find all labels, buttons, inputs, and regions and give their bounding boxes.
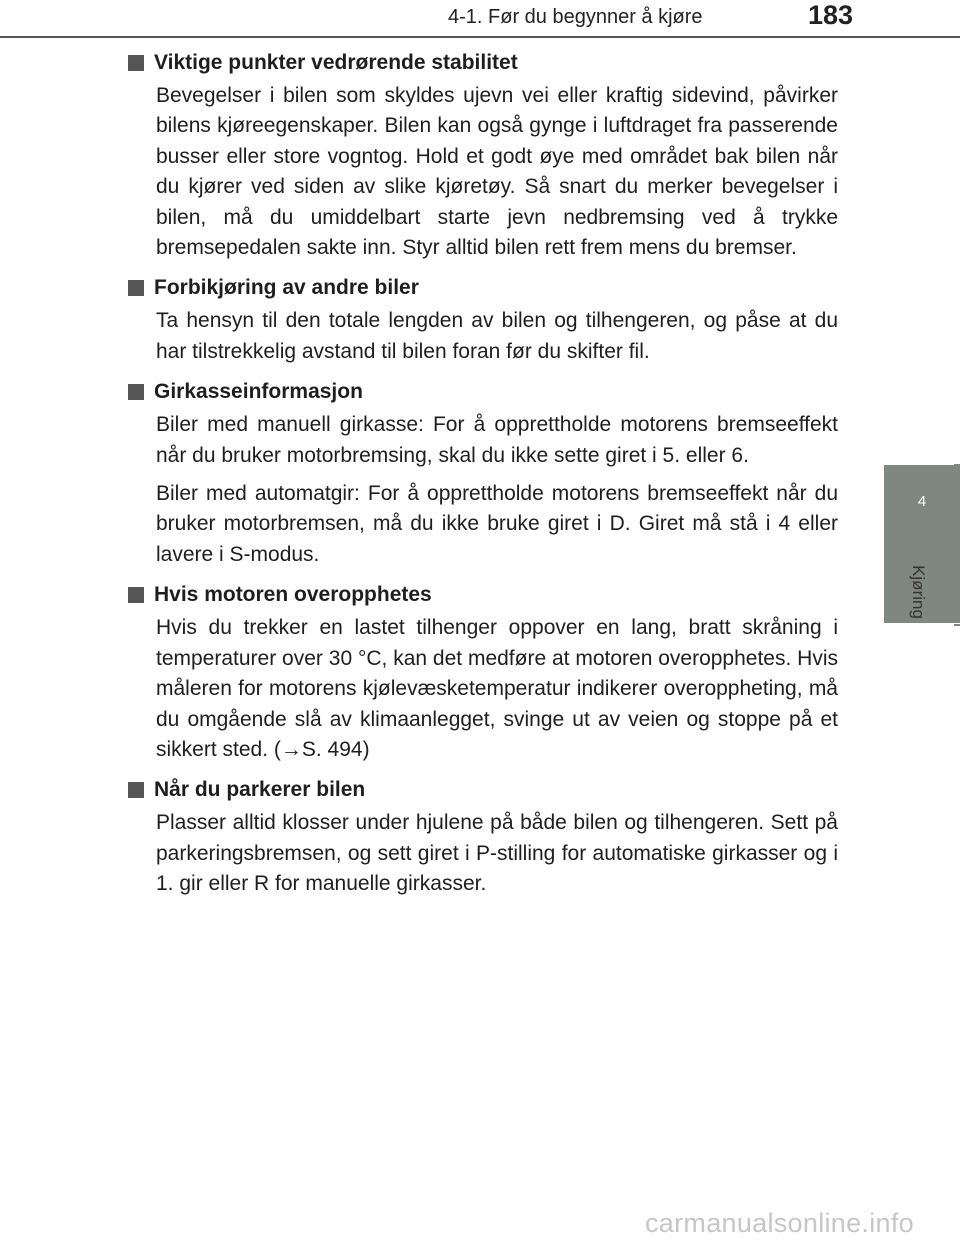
body-paragraph: Ta hensyn til den totale lengden av bilen og tilhengeren, og påse at du har tilstrekkelig avstand til bilen foran før du skifter fil.	[156, 309, 838, 363]
square-bullet-icon	[128, 280, 144, 296]
body-paragraph: Hvis du trekker en lastet tilhenger oppover en lang, bratt skråning i temperaturer over 30 °C, kan det medføre at motoren overopphetes. Hvis måleren for motorens kjølevæsketemperatur indikerer overoppheting, må du omgående slå av klimaanlegget, svinge ut av veien og stoppe på et sikkert sted. (→S. 494)	[156, 616, 838, 761]
heading-text: Hvis motoren overopphetes	[154, 583, 432, 607]
square-bullet-icon	[128, 782, 144, 798]
heading-text: Viktige punkter vedrørende stabilitet	[154, 51, 518, 74]
tab-top-tick	[954, 464, 960, 466]
body-paragraph: Bevegelser i bilen som skyldes ujevn vei eller kraftig sidevind, påvirker bilens kjøreegenskaper. Bilen kan også gynge i luftdraget fra passerende busser eller store vogntog. Hold et godt øye med området bak bilen når du kjører ved siden av slike kjøretøy. Så snart du merker bevegelser i bilen, må du umiddelbart starte jevn nedbremsing ved å trykke bremsepedalen sakte inn. Styr alltid bilen rett frem mens du bremser.	[156, 84, 838, 260]
section-overtaking	[128, 277, 838, 367]
header-divider	[0, 36, 960, 38]
watermark-text: carmanualsonline.info	[645, 1208, 914, 1238]
chapter-label	[898, 560, 938, 630]
tab-bottom-tick	[954, 624, 960, 626]
section-overheating	[128, 584, 838, 765]
section-heading	[128, 584, 838, 606]
section-parking	[128, 779, 838, 899]
section-stability	[128, 52, 838, 263]
page-number: 183	[808, 0, 854, 30]
page-content	[128, 52, 838, 914]
body-paragraph: Biler med automatgir: For å opprettholde motorens bremseeffekt når du bruker motorbremsen, må du ikke bruke giret i D. Giret må stå i 4 eller lavere i S-modus.	[156, 482, 838, 566]
heading-text: Når du parkerer bilen	[154, 778, 366, 802]
section-transmission	[128, 381, 838, 570]
header-section-title: 4-1. Før du begynner å kjøre	[448, 6, 703, 28]
body-paragraph: Biler med manuell girkasse: For å opprettholde motorens bremseeffekt når du bruker motorbremsing, skal du ikke sette giret i 5. eller 6.	[156, 413, 838, 467]
chapter-number: 4	[917, 493, 927, 510]
square-bullet-icon	[128, 55, 144, 71]
section-heading	[128, 381, 838, 403]
section-heading	[128, 277, 838, 299]
chapter-label-text: Kjøring	[909, 565, 928, 619]
heading-text: Girkasseinformasjon	[154, 380, 363, 404]
square-bullet-icon	[128, 384, 144, 400]
body-paragraph: Plasser alltid klosser under hjulene på både bilen og tilhengeren. Sett på parkeringsbremsen, og sett giret i P-stilling for automatiske girkasser og i 1. gir eller R for manuelle girkasser.	[156, 811, 838, 896]
section-heading	[128, 779, 838, 801]
square-bullet-icon	[128, 587, 144, 603]
section-heading	[128, 52, 838, 74]
heading-text: Forbikjøring av andre biler	[154, 276, 419, 300]
